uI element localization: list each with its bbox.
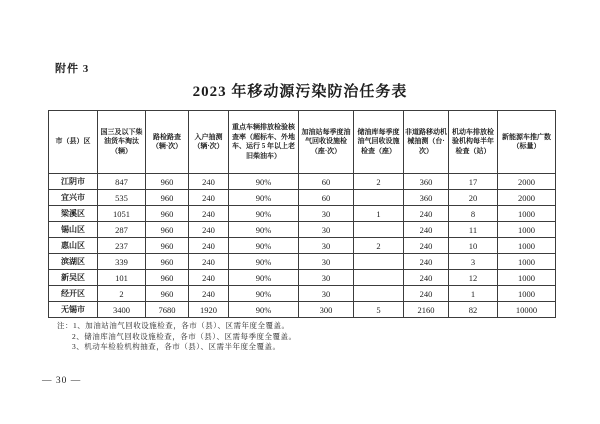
table-cell: 960	[146, 206, 189, 222]
table-cell: 7680	[146, 302, 189, 318]
table-cell: 847	[98, 174, 146, 190]
table-row	[49, 174, 556, 190]
table-cell: 1000	[498, 254, 556, 270]
table-row	[49, 270, 556, 286]
column-header: 重点车辆排放检验核查率（超标车、外地车、运行 5 年以上老旧柴油车）	[229, 111, 299, 174]
region-cell: 梁溪区	[49, 206, 98, 222]
table-cell: 240	[404, 222, 449, 238]
page-title: 2023 年移动源污染防治任务表	[192, 84, 408, 100]
attachment-label: 附件 3	[55, 63, 90, 75]
table-cell: 90%	[229, 174, 299, 190]
table-cell: 2000	[498, 174, 556, 190]
table-cell: 300	[299, 302, 354, 318]
note-line: 2、储油库油气回收设施检查，各市（县）、区需每季度全覆盖。	[72, 331, 297, 341]
table-cell: 1000	[498, 238, 556, 254]
table-cell: 240	[189, 222, 229, 238]
column-header: 加油站每季度油气回收设施检（座·次）	[299, 111, 354, 174]
table-cell	[354, 190, 404, 206]
region-cell: 经开区	[49, 286, 98, 302]
table-cell: 960	[146, 238, 189, 254]
region-cell: 江阴市	[49, 174, 98, 190]
table-row	[49, 222, 556, 238]
table-cell: 240	[404, 238, 449, 254]
note-line: 3、机动车检验机构抽查，各市（县）、区需半年度全覆盖。	[72, 342, 281, 351]
table-cell: 960	[146, 190, 189, 206]
table-cell: 30	[299, 238, 354, 254]
table-row	[49, 302, 556, 318]
region-cell: 锡山区	[49, 222, 98, 238]
column-header: 新能源车推广数（标量）	[498, 111, 556, 174]
table-cell: 90%	[229, 222, 299, 238]
table-cell: 2000	[498, 190, 556, 206]
table-cell: 240	[189, 254, 229, 270]
table-cell: 1000	[498, 222, 556, 238]
table-cell: 1920	[189, 302, 229, 318]
column-header: 储油库每季度油气回收设施检查（座）	[354, 111, 404, 174]
table-cell: 240	[404, 254, 449, 270]
table-body	[49, 174, 556, 318]
table-cell: 240	[189, 174, 229, 190]
table-cell: 960	[146, 254, 189, 270]
table-header-row	[49, 111, 556, 174]
table-cell: 1000	[498, 270, 556, 286]
region-cell: 滨湖区	[49, 254, 98, 270]
table-cell: 5	[354, 302, 404, 318]
task-table	[48, 110, 556, 318]
table-cell: 240	[189, 238, 229, 254]
table-row	[49, 286, 556, 302]
table-cell: 240	[404, 270, 449, 286]
table-cell: 2	[98, 286, 146, 302]
table-cell: 82	[449, 302, 498, 318]
table-cell: 240	[189, 270, 229, 286]
column-header: 路检路查（辆·次）	[146, 111, 189, 174]
table-row	[49, 238, 556, 254]
table-cell: 30	[299, 206, 354, 222]
table-cell: 11	[449, 222, 498, 238]
table-cell: 20	[449, 190, 498, 206]
table-cell: 101	[98, 270, 146, 286]
table-cell: 8	[449, 206, 498, 222]
table-cell: 10	[449, 238, 498, 254]
table-cell: 90%	[229, 238, 299, 254]
table-cell: 12	[449, 270, 498, 286]
table-cell: 1051	[98, 206, 146, 222]
table-cell: 1	[354, 206, 404, 222]
table-cell	[354, 270, 404, 286]
table-cell: 90%	[229, 254, 299, 270]
table-cell: 90%	[229, 286, 299, 302]
table-cell: 240	[189, 286, 229, 302]
table-cell: 30	[299, 254, 354, 270]
table-cell: 1000	[498, 206, 556, 222]
table-cell: 60	[299, 174, 354, 190]
table-cell: 240	[404, 286, 449, 302]
table-cell: 1000	[498, 286, 556, 302]
table-cell: 2	[354, 174, 404, 190]
table-cell: 960	[146, 222, 189, 238]
column-header: 机动车排放检验机构每半年检查（站）	[449, 111, 498, 174]
region-cell: 宜兴市	[49, 190, 98, 206]
table-cell: 240	[189, 206, 229, 222]
table-row	[49, 190, 556, 206]
table-cell: 960	[146, 286, 189, 302]
table-cell: 90%	[229, 206, 299, 222]
table-row	[49, 254, 556, 270]
table-cell: 1	[449, 286, 498, 302]
table-cell: 2	[354, 238, 404, 254]
table-row	[49, 206, 556, 222]
table-cell	[354, 254, 404, 270]
table-cell	[354, 222, 404, 238]
table-cell	[354, 286, 404, 302]
table-cell: 30	[299, 286, 354, 302]
region-cell: 无锡市	[49, 302, 98, 318]
column-header: 国三及以下柴油货车淘汰（辆）	[98, 111, 146, 174]
region-cell: 惠山区	[49, 238, 98, 254]
table-cell: 240	[189, 190, 229, 206]
page-number: — 30 —	[42, 376, 82, 386]
table-cell: 960	[146, 174, 189, 190]
table-cell: 339	[98, 254, 146, 270]
table-cell: 17	[449, 174, 498, 190]
table-cell: 287	[98, 222, 146, 238]
notes	[57, 321, 297, 353]
table-cell: 3400	[98, 302, 146, 318]
column-header: 入户抽测（辆·次）	[189, 111, 229, 174]
table-cell: 90%	[229, 302, 299, 318]
table-cell: 360	[404, 174, 449, 190]
table-cell: 10000	[498, 302, 556, 318]
table-cell: 360	[404, 190, 449, 206]
table-cell: 960	[146, 270, 189, 286]
table-cell: 2160	[404, 302, 449, 318]
note-line: 注：1、加油站油气回收设施检查，各市（县）、区需年度全覆盖。	[57, 321, 290, 330]
table-cell: 60	[299, 190, 354, 206]
table-cell: 240	[404, 206, 449, 222]
table-cell: 3	[449, 254, 498, 270]
table-cell: 90%	[229, 190, 299, 206]
column-header: 市（县）区	[49, 111, 98, 174]
table-cell: 535	[98, 190, 146, 206]
table-cell: 30	[299, 222, 354, 238]
table-cell: 237	[98, 238, 146, 254]
table-cell: 90%	[229, 270, 299, 286]
column-header: 非道路移动机械抽测（台·次）	[404, 111, 449, 174]
table-cell: 30	[299, 270, 354, 286]
region-cell: 新吴区	[49, 270, 98, 286]
